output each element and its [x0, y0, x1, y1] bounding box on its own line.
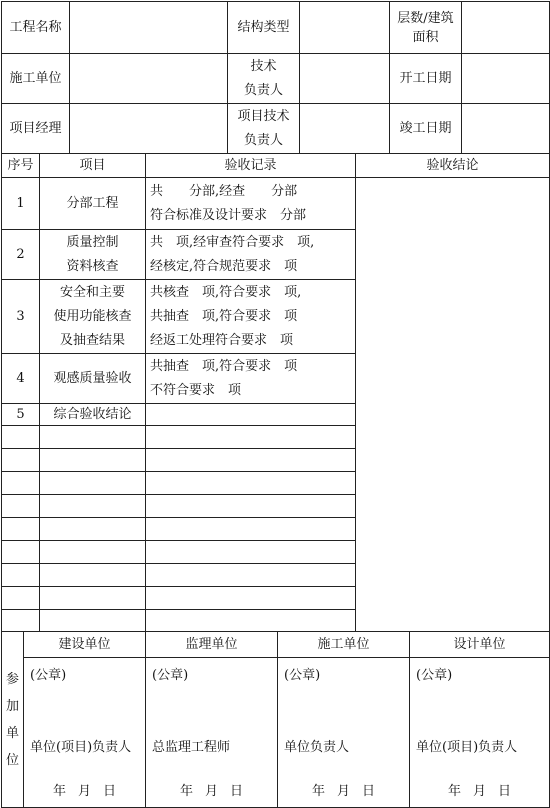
blank-cell[interactable]: [40, 610, 146, 632]
unit-name-design: 设计单位: [410, 632, 550, 658]
date-line: 年 月 日: [447, 784, 512, 799]
project-name-value[interactable]: [70, 2, 228, 54]
blank-cell[interactable]: [40, 541, 146, 564]
row-no: 3: [2, 280, 40, 354]
row-item: 质量控制 资料核查: [40, 230, 146, 280]
row-item: 安全和主要 使用功能核查 及抽查结果: [40, 280, 146, 354]
blank-cell[interactable]: [146, 495, 356, 518]
date-line: 年 月 日: [179, 784, 244, 799]
participants-table: [1, 631, 550, 808]
stamp-label: (公章): [284, 668, 321, 683]
tech-lead-value[interactable]: [300, 54, 390, 104]
project-manager-label: 项目经理: [2, 104, 70, 154]
signer-label: 单位负责人: [284, 740, 350, 755]
signer-label: 单位(项目)负责人: [30, 740, 132, 755]
start-date-label: 开工日期: [390, 54, 462, 104]
row-no: 5: [2, 404, 40, 426]
tech-lead-label: 技术 负责人: [228, 54, 300, 104]
project-tech-lead-label: 项目技术 负责人: [228, 104, 300, 154]
blank-cell[interactable]: [40, 587, 146, 610]
project-info-table: [1, 1, 550, 154]
header-record: 验收记录: [146, 154, 356, 178]
blank-cell[interactable]: [2, 610, 40, 632]
blank-cell[interactable]: [2, 564, 40, 587]
blank-cell[interactable]: [2, 472, 40, 495]
blank-cell[interactable]: [146, 449, 356, 472]
signer-label: 总监理工程师: [152, 740, 231, 755]
project-manager-value[interactable]: [70, 104, 228, 154]
blank-cell[interactable]: [146, 564, 356, 587]
unit-name-supervision: 监理单位: [146, 632, 278, 658]
stamp-label: (公章): [30, 668, 67, 683]
project-tech-lead-value[interactable]: [300, 104, 390, 154]
blank-cell[interactable]: [40, 449, 146, 472]
blank-cell[interactable]: [40, 495, 146, 518]
floors-area-value[interactable]: [462, 2, 550, 54]
blank-cell[interactable]: [146, 426, 356, 449]
row-item: 观感质量验收: [40, 354, 146, 404]
contractor-label: 施工单位: [2, 54, 70, 104]
blank-cell[interactable]: [40, 426, 146, 449]
blank-cell[interactable]: [2, 587, 40, 610]
blank-cell[interactable]: [146, 472, 356, 495]
row-record[interactable]: 共核查 项,符合要求 项, 共抽查 项,符合要求 项 经返工处理符合要求 项: [146, 280, 356, 354]
row-record[interactable]: 共抽查 项,符合要求 项 不符合要求 项: [146, 354, 356, 404]
blank-cell[interactable]: [40, 564, 146, 587]
blank-cell[interactable]: [2, 449, 40, 472]
start-date-value[interactable]: [462, 54, 550, 104]
signer-label: 单位(项目)负责人: [416, 740, 518, 755]
conclusion-cell[interactable]: [356, 178, 550, 632]
stamp-label: (公章): [416, 668, 453, 683]
participants-side-label: 参 加 单 位: [2, 632, 24, 808]
blank-cell[interactable]: [2, 495, 40, 518]
acceptance-form: [1, 1, 549, 799]
structure-type-label: 结构类型: [228, 2, 300, 54]
header-item: 项目: [40, 154, 146, 178]
date-line: 年 月 日: [311, 784, 376, 799]
row-record[interactable]: 共 项,经审查符合要求 项, 经核定,符合规范要求 项: [146, 230, 356, 280]
project-name-label: 工程名称: [2, 2, 70, 54]
blank-cell[interactable]: [2, 518, 40, 541]
row-no: 1: [2, 178, 40, 230]
signature-cell-supervision[interactable]: [146, 658, 278, 808]
blank-cell[interactable]: [146, 587, 356, 610]
completion-date-label: 竣工日期: [390, 104, 462, 154]
row-no: 2: [2, 230, 40, 280]
unit-name-construction: 建设单位: [24, 632, 146, 658]
blank-cell[interactable]: [146, 610, 356, 632]
floors-area-label: 层数/建筑 面积: [390, 2, 462, 54]
blank-cell[interactable]: [2, 426, 40, 449]
blank-cell[interactable]: [2, 541, 40, 564]
stamp-label: (公章): [152, 668, 189, 683]
signature-cell-construction[interactable]: [24, 658, 146, 808]
row-record[interactable]: 共 分部,经查 分部 符合标准及设计要求 分部: [146, 178, 356, 230]
structure-type-value[interactable]: [300, 2, 390, 54]
row-item: 分部工程: [40, 178, 146, 230]
header-conclusion: 验收结论: [356, 154, 550, 178]
blank-cell[interactable]: [146, 518, 356, 541]
signature-cell-design[interactable]: [410, 658, 550, 808]
header-no: 序号: [2, 154, 40, 178]
unit-name-contractor: 施工单位: [278, 632, 410, 658]
row-item: 综合验收结论: [40, 404, 146, 426]
blank-cell[interactable]: [146, 541, 356, 564]
completion-date-value[interactable]: [462, 104, 550, 154]
signature-cell-contractor[interactable]: [278, 658, 410, 808]
row-no: 4: [2, 354, 40, 404]
acceptance-table: [1, 153, 550, 632]
blank-cell[interactable]: [40, 472, 146, 495]
date-line: 年 月 日: [52, 784, 117, 799]
contractor-value[interactable]: [70, 54, 228, 104]
blank-cell[interactable]: [40, 518, 146, 541]
row-record[interactable]: [146, 404, 356, 426]
